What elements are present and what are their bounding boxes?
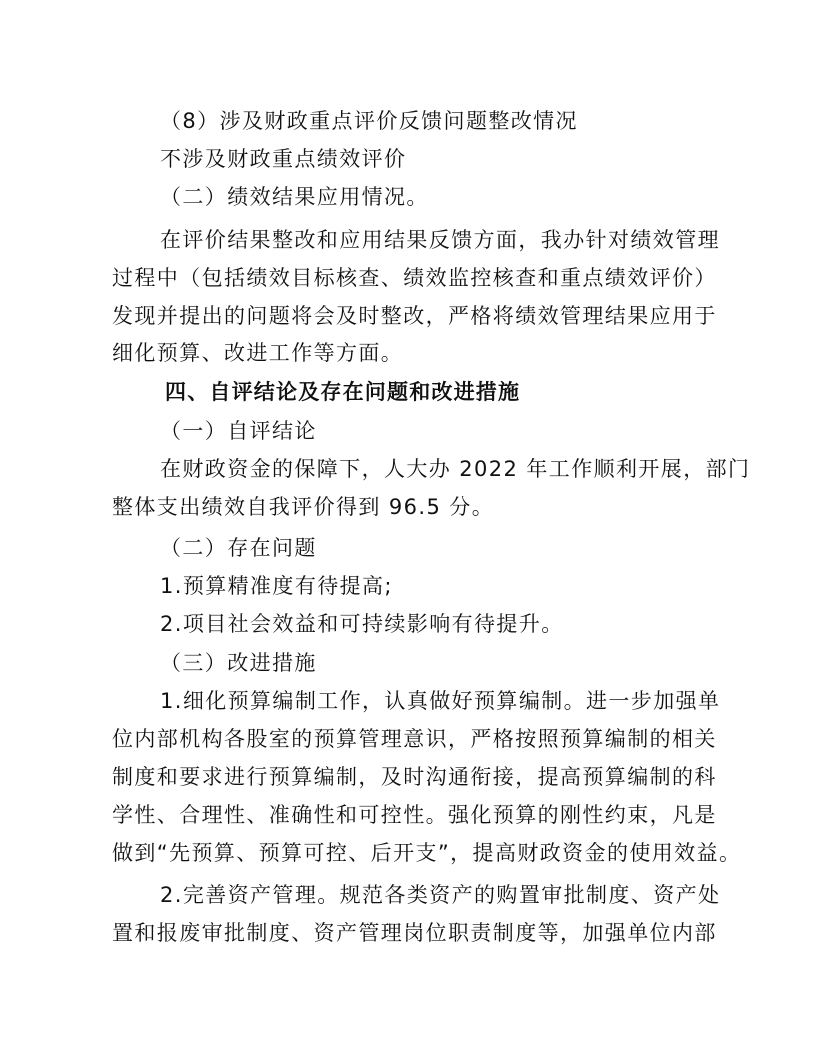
paragraph-line: 置和报废审批制度、资产管理岗位职责制度等，加强单位内部 [112,921,717,945]
paragraph-line: 位内部机构各股室的预算管理意识，严格按照预算编制的相关 [112,727,717,751]
list-item: 1.预算精准度有待提高; [160,574,393,598]
paragraph-line: 在评价结果整改和应用结果反馈方面，我办针对绩效管理 [160,228,720,252]
subsection-heading-measures: （三）改进措施 [160,651,317,675]
subsection-heading-8: （8）涉及财政重点评价反馈问题整改情况 [160,109,578,133]
paragraph-line: 过程中（包括绩效目标核查、绩效监控核查和重点绩效评价） [112,266,717,290]
paragraph-line: 不涉及财政重点绩效评价 [160,147,407,171]
paragraph-line: 做到“先预算、预算可控、后开支”，提高财政资金的使用效益。 [112,841,742,865]
paragraph-line: 1.细化预算编制工作，认真做好预算编制。进一步加强单 [160,689,721,713]
paragraph-line: 学性、合理性、准确性和可控性。强化预算的刚性约束，凡是 [112,803,717,827]
paragraph-line: 整体支出绩效自我评价得到 96.5 分。 [112,495,495,519]
paragraph-line: 在财政资金的保障下，人大办 2022 年工作顺利开展，部门 [160,457,751,481]
paragraph-line: 2.完善资产管理。规范各类资产的购置审批制度、资产处 [160,883,721,907]
section-heading-four: 四、自评结论及存在问题和改进措施 [165,380,521,404]
subsection-heading-results-application: （二）绩效结果应用情况。 [160,185,429,209]
subsection-heading-problems: （二）存在问题 [160,536,317,560]
paragraph-line: 发现并提出的问题将会及时整改，严格将绩效管理结果应用于 [112,304,717,328]
paragraph-line: 制度和要求进行预算编制，及时沟通衔接，提高预算编制的科 [112,765,717,789]
subsection-heading-conclusion: （一）自评结论 [160,419,317,443]
paragraph-line: 细化预算、改进工作等方面。 [112,341,404,365]
list-item: 2.项目社会效益和可持续影响有待提升。 [160,612,564,636]
